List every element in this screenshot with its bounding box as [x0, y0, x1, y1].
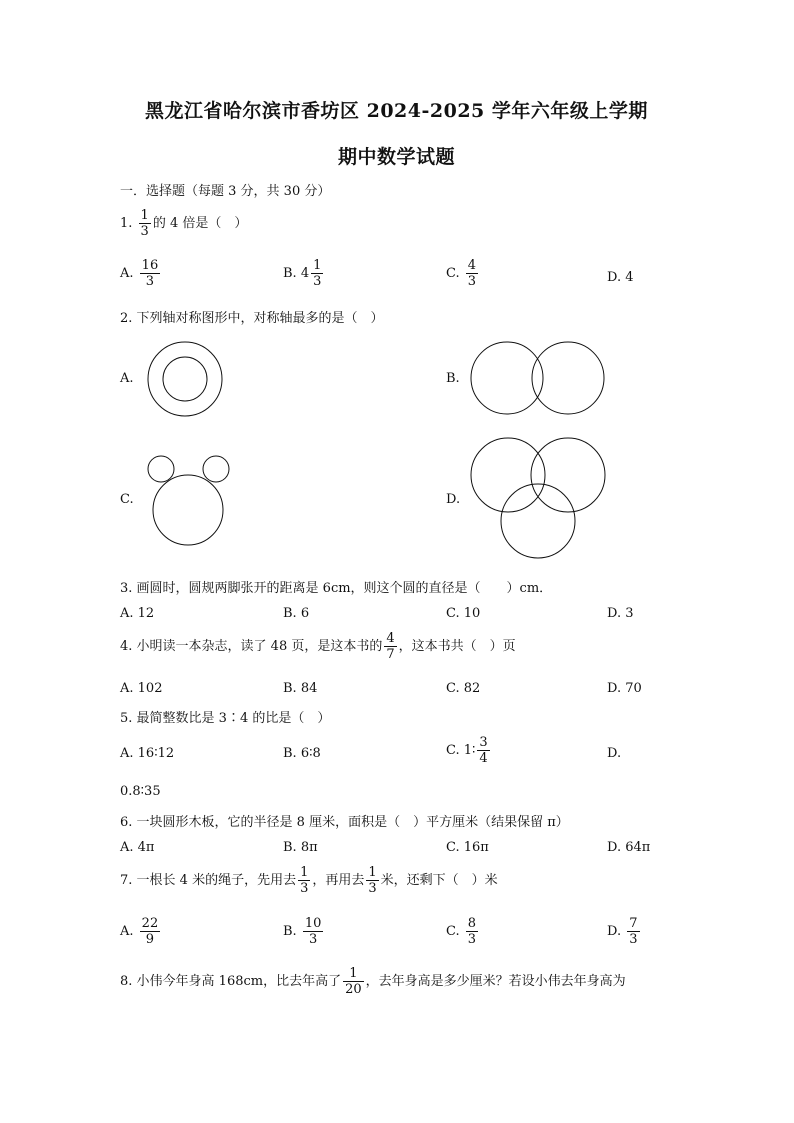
option-b: B.	[446, 371, 460, 386]
question-5: 5. 最简整数比是 3∶4 的比是（ ）	[120, 711, 331, 726]
option-a: A. 16∶12	[120, 746, 175, 761]
option-c: C. 16π	[446, 840, 489, 855]
option-c: C.	[120, 492, 134, 507]
option-c: C. $\frac{8}{3}$	[446, 916, 477, 947]
fraction: $\frac{1}{3}$	[140, 208, 149, 239]
option-b: B. 6∶8	[283, 746, 321, 761]
fraction: $\frac{16}{3}$	[141, 258, 159, 289]
option-d: D. $\frac{7}{3}$	[607, 916, 638, 947]
option-c: C. $\frac{4}{3}$	[446, 258, 477, 289]
question-2: 2. 下列轴对称图形中，对称轴最多的是（ ）	[120, 311, 384, 326]
outer-circle	[148, 342, 222, 416]
question-8: 8. 小伟今年身高 168cm，比去年高了 $\frac{1}{20}$ ，去年身高是多少厘米？若设小伟去年身高为	[120, 966, 626, 997]
option-b: B. 6	[283, 606, 310, 621]
figure-two-circles	[465, 336, 610, 421]
option-d: D. 64π	[607, 840, 651, 855]
fraction: $\frac{1}{20}$	[345, 966, 362, 997]
option-c: C. 82	[446, 681, 481, 696]
left-circle	[471, 438, 545, 512]
fraction: $\frac{4}{3}$	[467, 258, 477, 289]
question-4: 4. 小明读一本杂志，读了 48 页，是这本书的 $\frac{4}{7}$ ，这本书共（ ）页	[120, 631, 516, 662]
fraction: $\frac{22}{9}$	[141, 916, 159, 947]
fraction: $\frac{4}{7}$	[386, 631, 395, 662]
option-d-value: 0.8∶35	[120, 784, 161, 799]
option-d: D. 3	[607, 606, 634, 621]
option-d: D. 4	[607, 270, 634, 285]
figure-mouse-ears	[140, 450, 235, 550]
head-circle	[153, 475, 223, 545]
option-b: B. 4 $\frac{1}{3}$	[283, 258, 322, 289]
figure-concentric-circles	[140, 335, 230, 425]
right-ear-circle	[203, 456, 229, 482]
fraction: $\frac{7}{3}$	[629, 916, 638, 947]
left-ear-circle	[148, 456, 174, 482]
fraction: $\frac{3}{4}$	[479, 735, 488, 766]
option-a: A. $\frac{22}{9}$	[120, 916, 159, 947]
fraction: $\frac{1}{3}$	[300, 865, 309, 896]
option-a: A. 12	[120, 606, 155, 621]
fraction: $\frac{8}{3}$	[467, 916, 477, 947]
fraction: $\frac{1}{3}$	[313, 258, 322, 289]
option-c: C. 1∶ $\frac{3}{4}$	[446, 735, 488, 766]
question-7: 7. 一根长 4 米的绳子，先用去 $\frac{1}{3}$ ，再用去 $\frac{1}{3}$ 米，还剩下（ ）米	[120, 865, 498, 896]
question-1	[120, 209, 247, 238]
fraction: $\frac{1}{3}$	[368, 865, 377, 896]
question-number: 1.	[120, 216, 133, 231]
fraction: $\frac{10}{3}$	[304, 916, 322, 947]
option-a: A. 4π	[120, 840, 155, 855]
inner-circle	[163, 357, 207, 401]
option-d: D. 70	[607, 681, 642, 696]
right-circle	[531, 438, 605, 512]
option-d: D.	[446, 492, 461, 507]
page-title: 黑龙江省哈尔滨市香坊区 2024-2025 学年六年级上学期	[145, 100, 648, 122]
option-c: C. 10	[446, 606, 481, 621]
question-3: 3. 画圆时，圆规两脚张开的距离是 6cm，则这个圆的直径是（ ）cm．	[120, 581, 553, 596]
option-b: B. 8π	[283, 840, 318, 855]
question-text: 的 4 倍是（ ）	[152, 216, 248, 231]
option-b: B. $\frac{10}{3}$	[283, 916, 322, 947]
figure-three-circles	[465, 432, 615, 567]
section-heading: 一．选择题（每题 3 分，共 30 分）	[120, 184, 331, 199]
option-a: A. 102	[120, 681, 163, 696]
option-d: D.	[607, 746, 622, 761]
bottom-circle	[501, 484, 575, 558]
option-b: B. 84	[283, 681, 318, 696]
option-a: A. $\frac{16}{3}$	[120, 258, 159, 289]
page-subtitle: 期中数学试题	[338, 146, 456, 168]
option-a: A.	[120, 371, 134, 386]
question-6: 6. 一块圆形木板，它的半径是 8 厘米，面积是（ ）平方厘米（结果保留 π）	[120, 815, 569, 830]
